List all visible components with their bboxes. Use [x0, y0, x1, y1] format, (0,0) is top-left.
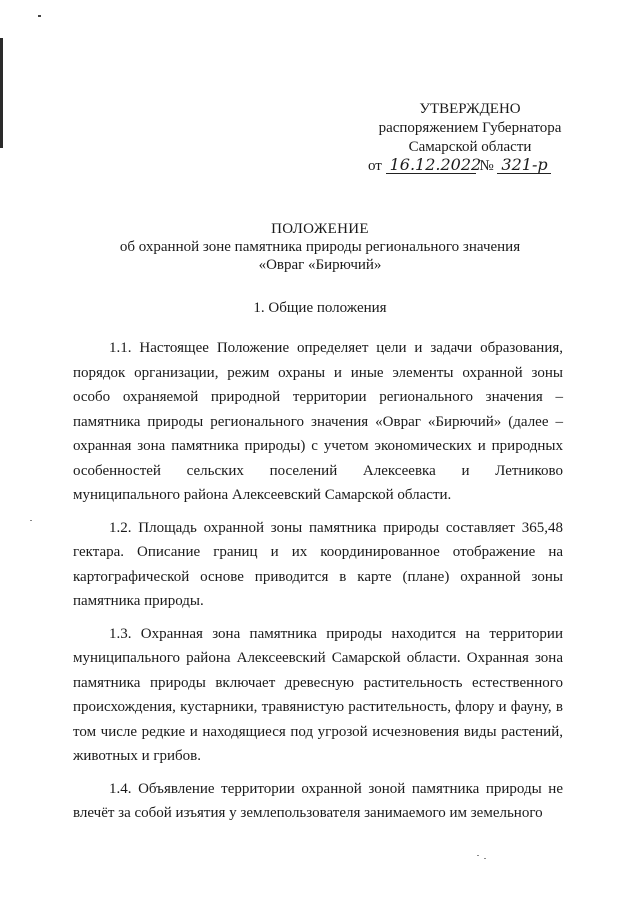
document-subtitle-line2: «Овраг «Бирючий» — [258, 257, 382, 273]
paragraph-1-1: 1.1. Настоящее Положение определяет цели и задачи образования, порядок организации, режим охраны и иные элементы охранной зоны особо охраняемой природной территории регионального значения – памятника природы регионального значения «Овраг «Бирючий» (далее – охранная зона памятника природы) с учетом экономических и природных особенностей сельских поселений Алексеевка и Летниково муниципального района Алексеевский Самарской области. — [73, 340, 563, 503]
document-heading: ПОЛОЖЕНИЕ — [271, 221, 369, 237]
document-title-block — [60, 220, 580, 274]
number-sign: № — [479, 158, 494, 174]
paragraph-1-3: 1.3. Охранная зона памятника природы находится на территории муниципального района Алексеевский Самарской области. Охранная зона памятника природы включает древесную растительность естественного происхождения, кустарники, травянистую растительность, флору и фауну, в том числе редкие и находящиеся под угрозой исчезновения виды растений, животных и грибов. — [73, 625, 563, 764]
section-title: 1. Общие положения — [253, 300, 387, 316]
handwritten-number: 321-р — [497, 157, 551, 174]
paragraph-1-4: 1.4. Объявление территории охранной зоной памятника природы не влечёт за собой изъятия у землепользователя занимаемого им земельного — [73, 780, 563, 821]
handwritten-date: 16.12.2022 — [386, 157, 476, 174]
scan-speck — [484, 858, 486, 859]
scan-speck — [30, 520, 32, 521]
scan-speck — [477, 855, 479, 856]
approval-date-row — [360, 157, 580, 176]
approval-title: УТВЕРЖДЕНО — [419, 101, 521, 117]
document-body — [73, 336, 563, 834]
paragraph-1-2: 1.2. Площадь охранной зоны памятника природы составляет 365,48 гектара. Описание границ и их координированное отображение на картографической основе приводится в карте (плане) охранной зоны памятника природы. — [73, 519, 563, 609]
scan-dot-mark — [38, 15, 41, 17]
approval-stamp-block — [360, 100, 580, 176]
scan-edge-mark — [0, 38, 3, 148]
approval-by-order: распоряжением Губернатора — [378, 120, 562, 136]
document-subtitle-line1: об охранной зоне памятника природы регионального значения — [119, 239, 521, 255]
approval-region: Самарской области — [408, 139, 532, 155]
date-prefix: от — [368, 158, 382, 174]
